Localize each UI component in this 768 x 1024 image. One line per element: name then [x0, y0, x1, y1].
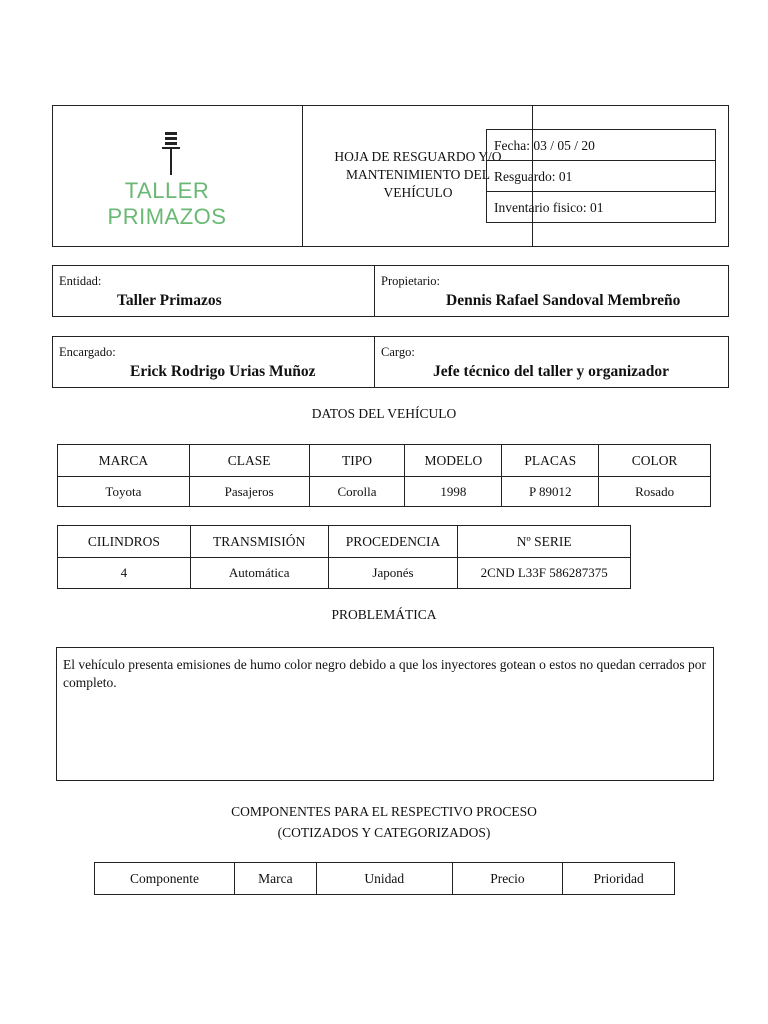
column-header: CLASE	[189, 445, 309, 477]
entidad-label: Entidad:	[59, 274, 102, 288]
table-cell: 1998	[405, 477, 502, 507]
table-cell: 2CND L33F 586287375	[458, 558, 631, 589]
table-cell: Pasajeros	[189, 477, 309, 507]
meta-box	[486, 129, 716, 223]
components-title-line: COMPONENTES PARA EL RESPECTIVO PROCESO	[231, 804, 537, 819]
table-cell: 4	[58, 558, 191, 589]
table-cell: Toyota	[58, 477, 190, 507]
document-header	[52, 105, 729, 247]
table-cell: Rosado	[599, 477, 711, 507]
column-header: Componente	[95, 863, 235, 895]
components-title-line: (COTIZADOS Y CATEGORIZADOS)	[277, 825, 491, 840]
table-row	[58, 558, 631, 589]
table-cell: Automática	[190, 558, 328, 589]
table-header-row	[95, 863, 675, 895]
encargado-value: Erick Rodrigo Urias Muñoz	[130, 363, 316, 380]
header-divider	[302, 106, 303, 246]
box-divider	[374, 337, 375, 387]
column-header: PLACAS	[502, 445, 599, 477]
column-header: CILINDROS	[58, 526, 191, 558]
vehicle-data-table	[57, 444, 711, 507]
table-header-row	[58, 526, 631, 558]
column-header: Nº SERIE	[458, 526, 631, 558]
cargo-value: Jefe técnico del taller y organizador	[433, 363, 670, 380]
encargado-label: Encargado:	[59, 345, 116, 359]
box-divider	[374, 266, 375, 316]
logo-text: TALLER PRIMAZOS	[107, 178, 227, 229]
column-header: MARCA	[58, 445, 190, 477]
column-header: Unidad	[316, 863, 452, 895]
title-line: HOJA DE RESGUARDO Y/O	[334, 149, 502, 164]
table-row	[58, 477, 711, 507]
column-header: TIPO	[309, 445, 405, 477]
column-header: MODELO	[405, 445, 502, 477]
table-header-row	[58, 445, 711, 477]
entidad-propietario-box	[52, 265, 729, 317]
table-cell: Corolla	[309, 477, 405, 507]
propietario-label: Propietario:	[381, 274, 441, 288]
resguardo-field: Resguardo: 01	[487, 161, 715, 192]
cargo-label: Cargo:	[381, 345, 415, 359]
column-header: PROCEDENCIA	[328, 526, 458, 558]
entidad-value: Taller Primazos	[117, 292, 222, 309]
vehicle-section-title: DATOS DEL VEHÍCULO	[311, 406, 457, 421]
propietario-value: Dennis Rafael Sandoval Membreño	[446, 292, 681, 309]
column-header: Prioridad	[563, 863, 675, 895]
column-header: COLOR	[599, 445, 711, 477]
table-cell: Japonés	[328, 558, 458, 589]
table-cell: P 89012	[502, 477, 599, 507]
fecha-field: Fecha: 03 / 05 / 20	[487, 130, 715, 161]
column-header: Precio	[452, 863, 563, 895]
components-table	[94, 862, 675, 895]
components-section-title	[0, 801, 768, 843]
title-line: VEHÍCULO	[383, 185, 453, 200]
problem-description: El vehículo presenta emisiones de humo color negro debido a que los inyectores gotean o estos no quedan cerrados por completo.	[56, 647, 714, 781]
inventario-field: Inventario fisico: 01	[494, 200, 604, 215]
problem-section-title: PROBLEMÁTICA	[331, 607, 437, 622]
encargado-cargo-box	[52, 336, 729, 388]
column-header: TRANSMISIÓN	[190, 526, 328, 558]
column-header: Marca	[234, 863, 316, 895]
taller-primazos-logo	[73, 130, 263, 229]
title-line: MANTENIMIENTO DEL	[345, 167, 491, 182]
vehicle-data-table-2	[57, 525, 631, 589]
